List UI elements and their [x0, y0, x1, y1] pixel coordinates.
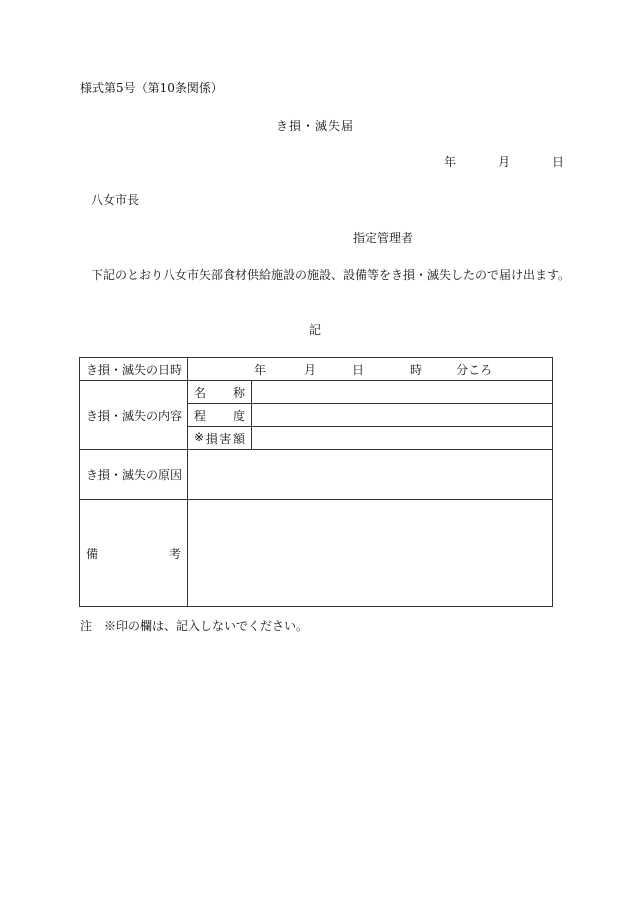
- datetime-label-text: き損・滅失の日時: [86, 362, 183, 377]
- datetime-field[interactable]: [188, 358, 553, 381]
- content-degree-label: 程 度: [188, 404, 252, 427]
- content-name-field[interactable]: [252, 381, 553, 404]
- remarks-field[interactable]: [188, 500, 553, 607]
- body-text: 下記のとおり八女市矢部食材供給施設の施設、設備等をき損・滅失したので届け出ます。: [91, 268, 571, 282]
- date-month-label: 月: [498, 155, 511, 169]
- content-name-label: 名 称: [188, 381, 252, 404]
- content-degree-field[interactable]: [252, 404, 553, 427]
- table-row: [80, 358, 553, 381]
- ki-heading: 記: [308, 323, 321, 337]
- submission-date-line: [444, 155, 564, 169]
- datetime-label: [80, 358, 188, 381]
- content-label: き損・滅失の内容: [80, 381, 188, 450]
- addressee: 八女市長: [91, 193, 140, 207]
- designated-manager-label: 指定管理者: [353, 231, 414, 245]
- document-title: き損・滅失届: [275, 119, 354, 133]
- cause-field[interactable]: [188, 450, 553, 500]
- table-row: [80, 381, 553, 404]
- table-row: [80, 500, 553, 607]
- dt-minute: 分ころ: [456, 362, 493, 377]
- date-year-label: 年: [444, 155, 457, 169]
- record-table: [79, 357, 553, 607]
- form-number: 様式第5号（第10条関係）: [80, 81, 223, 95]
- table-row: [80, 450, 553, 500]
- note: 注 ※印の欄は、記入しないでください。: [80, 619, 309, 633]
- dt-hour: 時: [410, 362, 423, 377]
- dt-year: 年: [254, 362, 267, 377]
- dt-day: 日: [352, 362, 365, 377]
- remarks-label: 備 考: [80, 500, 188, 607]
- content-damage-label: ※ 損 害 額: [188, 427, 252, 450]
- dt-month: 月: [304, 362, 317, 377]
- content-damage-field[interactable]: [252, 427, 553, 450]
- date-day-label: 日: [552, 155, 565, 169]
- cause-label: き損・滅失の原因: [80, 450, 188, 500]
